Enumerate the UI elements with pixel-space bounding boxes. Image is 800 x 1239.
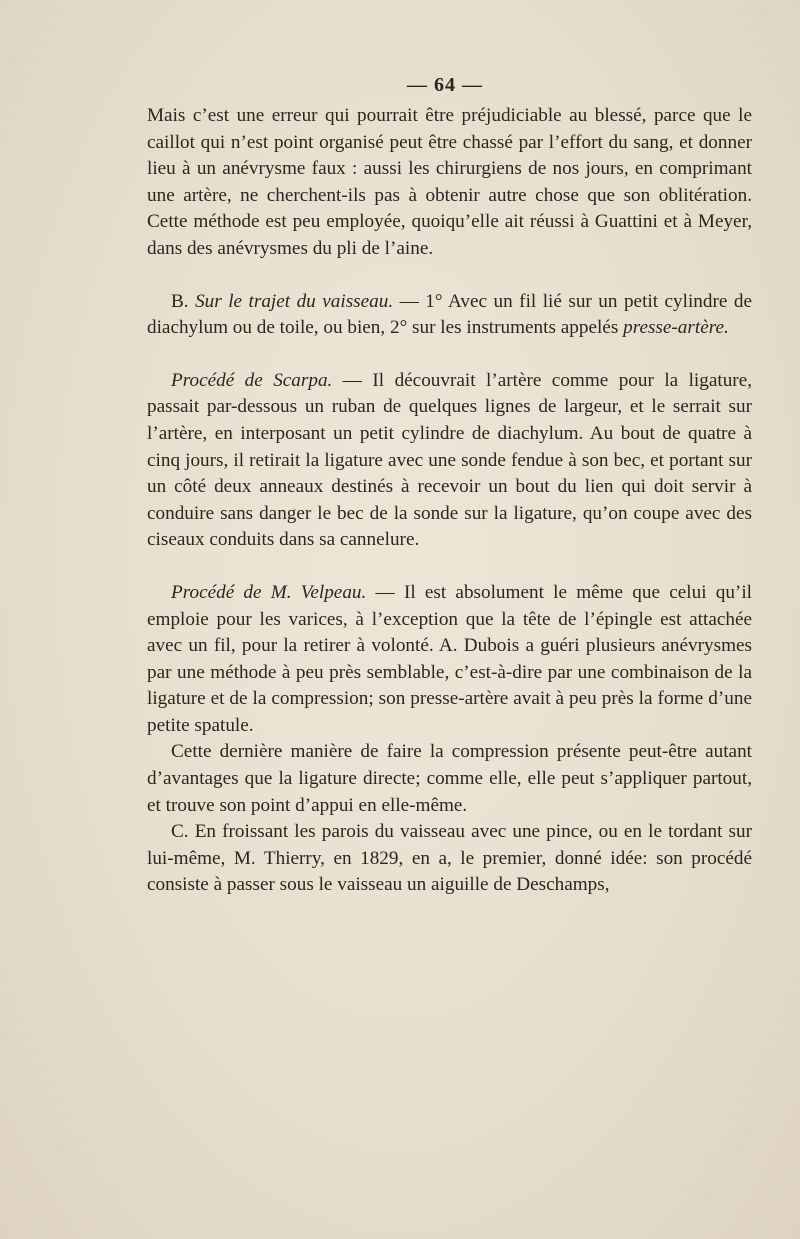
paragraph-2 — [147, 289, 752, 342]
paragraph-6-text: C. En froissant les parois du vaisseau avec une pince, ou en le tordant sur lui-même, M. Thierry, en 1829, en a, le premier, donné idée: son procédé consiste à passer sous le vaisseau un aiguille de Deschamps, — [147, 821, 752, 896]
body-text — [147, 103, 752, 899]
paragraph-2-heading: Sur le trajet du vaisseau. — [195, 290, 394, 312]
paragraph-3-text: — Il découvrait l’artère comme pour la ligature, passait par-dessous un ruban de quelques lignes de largeur, et le serrait sur l’artère, en interposant un petit cylindre de diachylum. Au bout de quatre à cinq jours, il retirait la ligature avec une sonde fendue à son bec, et portant sur un côté deux anneaux destinés à recevoir un bout du lien qui doit servir à conduire sans danger le bec de la sonde sur la ligature, qu’on coupe avec des ciseaux conduits dans sa cannelure. — [147, 369, 753, 551]
paragraph-1 — [147, 103, 752, 263]
page-number: — 64 — — [407, 74, 483, 96]
paragraph-5 — [147, 739, 752, 819]
paragraph-4-heading: Procédé de M. Velpeau. — [171, 581, 367, 603]
paragraph-6 — [147, 819, 752, 899]
paragraph-4 — [147, 580, 752, 740]
paragraph-2-tail: presse-artère. — [623, 317, 729, 339]
paragraph-3-heading: Procédé de Scarpa. — [171, 369, 333, 391]
paragraph-2-lead: B. — [171, 290, 196, 312]
paragraph-1-text: Mais c’est une erreur qui pourrait être préjudiciable au blessé, parce que le caillot qui n’est point organisé peut être chassé par l’effort du sang, et donner lieu à un anévrysme faux : aussi les chirurgiens de nos jours, en comprimant une artère, ne cherchent-ils pas à obtenir autre chose que son oblitération. Cette méthode est peu employée, quoiqu’elle ait réussi à Guattini et à Meyer, dans des anévrysmes du pli de l’aine. — [147, 105, 752, 259]
paragraph-2-text: — 1° Avec un fil lié sur un petit cylindre de diachylum ou de toile, ou bien, 2° sur les instruments appelés — [147, 290, 752, 339]
paragraph-3 — [147, 368, 752, 554]
paragraph-4-text: — Il est absolument le même que celui qu’il emploie pour les varices, à l’exception que la tête de l’épingle est attachée avec un fil, pour la retirer à volonté. A. Dubois a guéri plusieurs anévrysmes par une méthode à peu près semblable, c’est-à-dire par une combinaison de la ligature et de la compression; son presse-artère avait à peu près la forme d’une petite spatule. — [147, 581, 752, 736]
paragraph-5-text: Cette dernière manière de faire la compression présente peut-être autant d’avantages que la ligature directe; comme elle, elle peut s’appliquer partout, et trouve son point d’appui en elle-même. — [147, 741, 752, 816]
